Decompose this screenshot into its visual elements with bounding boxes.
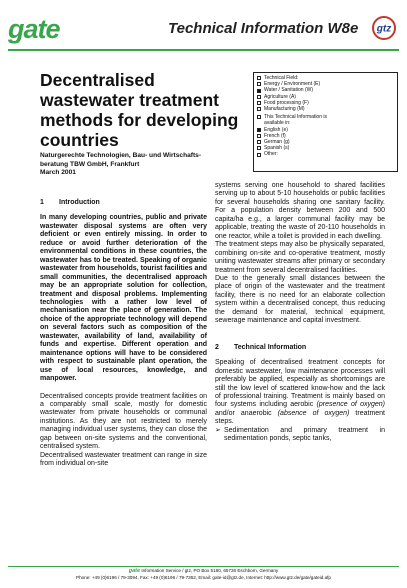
checkbox-checked bbox=[257, 89, 261, 93]
language-label: German (g) bbox=[264, 139, 290, 146]
language-row-other bbox=[257, 151, 394, 157]
checkbox bbox=[257, 146, 261, 150]
availability-heading-2: available in: bbox=[264, 120, 291, 127]
field-label: Agriculture (A) bbox=[264, 93, 296, 100]
checkbox bbox=[257, 140, 261, 144]
authors-block bbox=[40, 152, 240, 178]
section-2-heading bbox=[215, 344, 385, 352]
section-number: 2 bbox=[215, 343, 219, 351]
header-divider bbox=[8, 49, 399, 51]
checkbox bbox=[257, 95, 261, 99]
checkbox bbox=[257, 107, 261, 111]
body-paragraph: Due to the generally small distances between the place of origin of the wastewater and the treatment facility, there is no need for an elaborate collection system within a decentralised concept, thus reducing the demand for material, technical equipment, sewerage maintenance and capital investment. bbox=[215, 274, 385, 325]
footer-address bbox=[0, 568, 407, 574]
footer-brand: gate bbox=[128, 568, 141, 574]
body-paragraph: The treatment steps may also be physically separated, combining on-site and co-operative treatment, mostly uniting wastewater streams after primary or secondary treatment from several decentralised facilities. bbox=[215, 241, 385, 274]
section-title: Introduction bbox=[59, 199, 100, 206]
field-label: Manufacturing (M) bbox=[264, 106, 305, 113]
body-paragraph: systems serving one household to shared facilities serving up to about 5-10 households or public facilities for several households sharing one sanitary facility. For a population density between 200 and 500 capita/ha e.g., a larger communal facility may be applicable, treating the waste of 20-110 households in one reactor, while a toilet is provided in each dwelling. bbox=[215, 182, 385, 240]
footer-divider bbox=[8, 566, 399, 567]
section-1-heading bbox=[40, 199, 207, 207]
gtz-logo-text: gtz bbox=[376, 23, 392, 35]
body-paragraph: Speaking of decentralised treatment concepts for domestic wastewater, low maintenance processes will preferably be applied, especially as shortcomings are still the low level of scattered know-how and the lack of professional training. Treatment is mainly based on four systems including aerobic (presence of oxygen) and/or anaerobic (absence of oxygen) treatment steps. bbox=[215, 359, 386, 426]
author-line: Naturgerechte Technologien, Bau- und Wirtschafts- bbox=[40, 152, 202, 159]
body-paragraph: Decentralised concepts provide treatment facilities on a comparably small scale, mostly for domestic wastewater from private households or communal institutions. As they are not restricted to merely managing individual user systems, they can close the gap between on-site systems and the conventional, centralised system. bbox=[40, 392, 207, 451]
list-item-text: Sedimentation and primary treatment in sedimentation ponds, septic tanks, bbox=[224, 426, 385, 443]
checkbox bbox=[257, 115, 261, 119]
gate-logo-text: gate bbox=[8, 14, 60, 44]
right-column bbox=[215, 182, 385, 444]
availability-heading: This Technical Information is bbox=[264, 114, 327, 121]
section-title: Technical Information bbox=[234, 343, 307, 351]
language-label: English (e) bbox=[264, 126, 288, 133]
intro-paragraph: In many developing countries, public and private wastewater disposal systems are often very deficient or even entirely missing. In order to reduce or avoid further deterioration of the environmental conditions in these countries, the wastewater has to be treated. Speaking of organic wastewater from households, tourist facilities and small communities, the decentralised approach may be an appropriate solution for collection, treatment and disposal problems. Implementing technologies with a rather low level of mechanisation near the place of generation. The choice of the appropriate technology will depend on several factors such as composition of the wastewater, availability of land, availability of funds and expertise. Different operation and maintenance options will have to be considered with respect to sustainable plant operation, the use of local resources, knowledge, and manpower. bbox=[40, 214, 207, 383]
checkbox-checked bbox=[257, 128, 261, 132]
technical-field-box bbox=[253, 72, 398, 172]
publication-date: March 2001 bbox=[40, 169, 76, 177]
list-item bbox=[215, 427, 385, 444]
checkbox bbox=[257, 101, 261, 105]
checkbox bbox=[257, 82, 261, 86]
technical-field-heading: Technical Field: bbox=[264, 75, 299, 81]
checkbox bbox=[257, 134, 261, 138]
language-label: Other: bbox=[264, 151, 278, 158]
gtz-logo bbox=[370, 15, 398, 41]
language-label: Spanish (s) bbox=[264, 145, 290, 152]
body-paragraph: Decentralised wastewater treatment can range in size from individual on-site bbox=[40, 451, 207, 468]
footer-address-text: Information Service / gtz, PO Box 5180, 65726 Eschborn, Germany bbox=[140, 568, 279, 573]
field-label: Energy / Environment (E) bbox=[264, 81, 321, 88]
gate-logo bbox=[8, 13, 78, 45]
field-label: Water / Sanitation (W) bbox=[264, 87, 313, 94]
header-title: Technical Information W8e bbox=[168, 20, 359, 37]
section-number: 1 bbox=[40, 199, 44, 206]
author-line: beratung TBW GmbH, Frankfurt bbox=[40, 160, 140, 168]
left-column bbox=[40, 199, 207, 469]
checkbox bbox=[257, 76, 261, 80]
document-title: Decentralised wastewater treatment methods for developing countries bbox=[40, 70, 239, 150]
footer-contact: Phone: +49 (0)6196 / 79-3094, Fax: +49 (0)6196 / 79-7352, Email: gate-id@gtz.de, Internet: http://www.gtz.de/gate/gateid.afp bbox=[76, 575, 331, 580]
arrow-bullet-icon: ➢ bbox=[215, 426, 221, 434]
field-label: Food processing (F) bbox=[264, 99, 309, 106]
language-label: French (f) bbox=[264, 132, 286, 139]
checkbox bbox=[257, 153, 261, 157]
